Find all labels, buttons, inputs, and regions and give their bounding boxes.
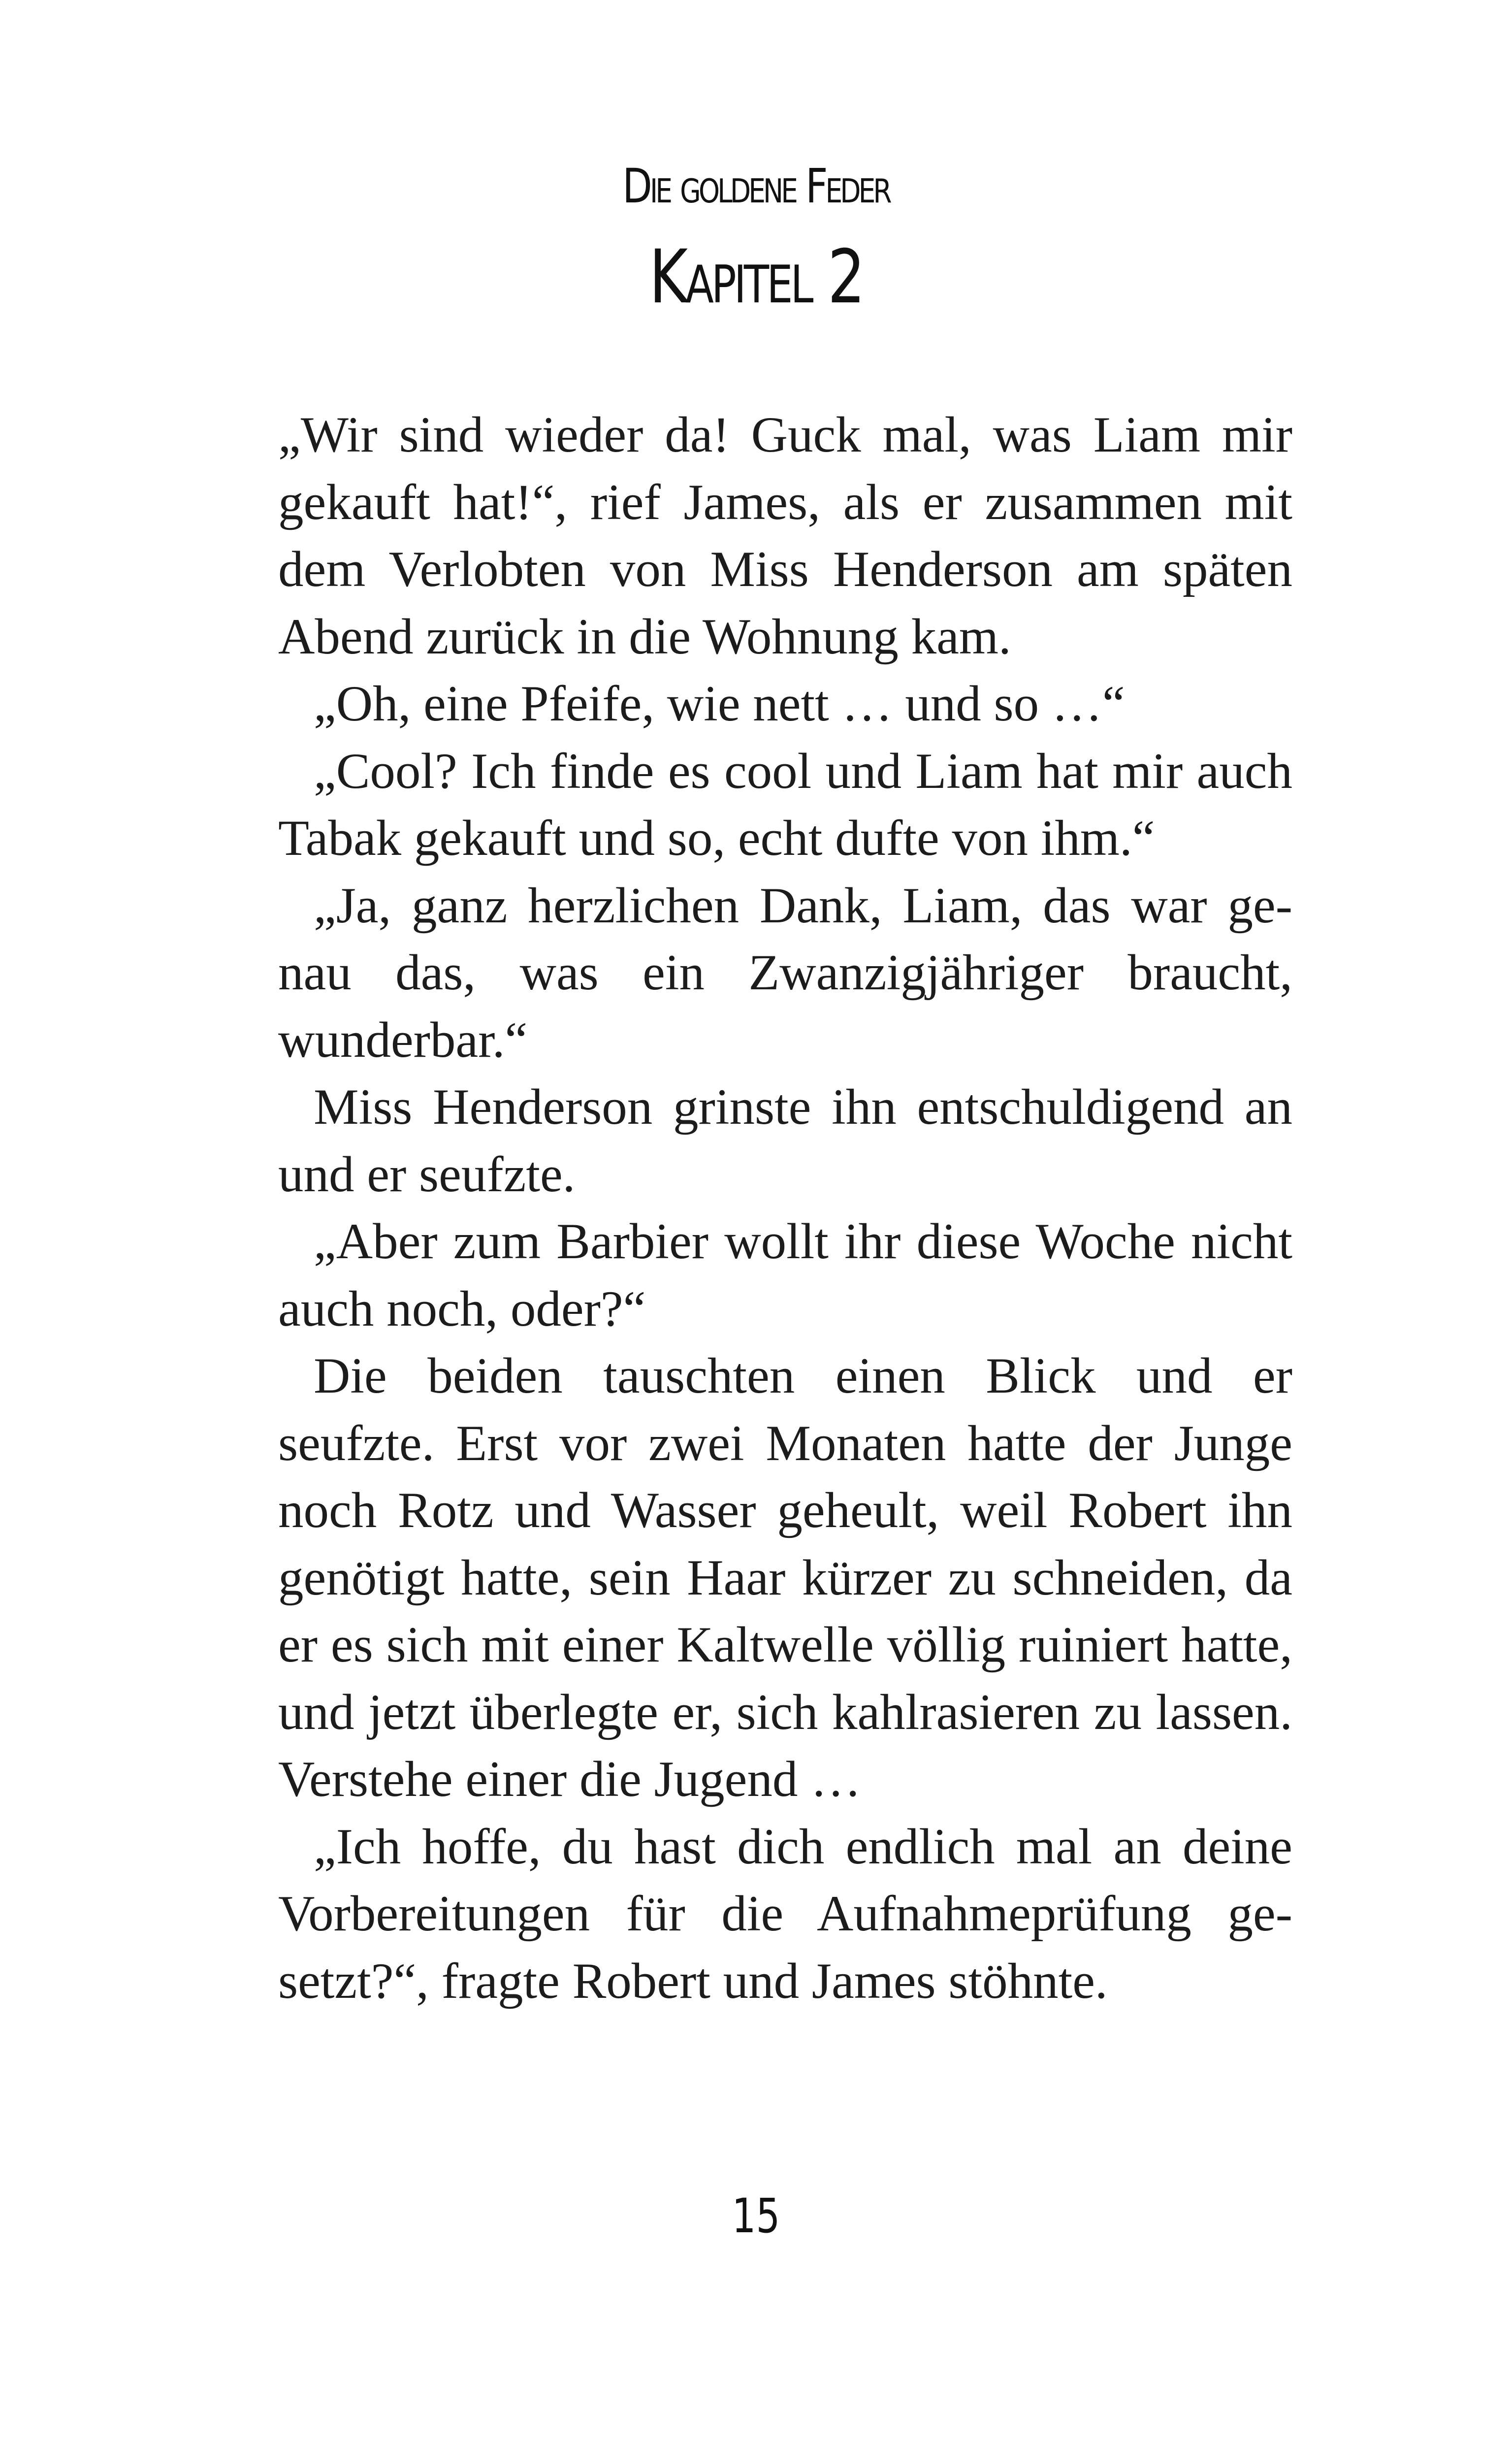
chapter-body: [278, 401, 1292, 2015]
paragraph: „Wir sind wieder da! Guck mal, was Liam mir gekauft hat!“, rief James, als er zusammen mit dem Verlobten von Miss Henderson am späten Abend zurück in die Wohnung kam.: [278, 407, 1292, 665]
paragraph: „Ich hoffe, du hast dich endlich mal an deine Vorbereitungen für die Aufnahmeprüfung gesetzt?“, fragte Robert und James stöhnte.: [278, 1818, 1292, 2009]
paragraph: „Cool? Ich finde es cool und Liam hat mir auch Tabak gekauft und so, echt dufte von ihm.“: [278, 743, 1292, 866]
paragraph: „Aber zum Barbier wollt ihr diese Woche nicht auch noch, oder?“: [278, 1213, 1292, 1337]
paragraph: Die beiden tauschten einen Blick und er seufzte. Erst vor zwei Monaten hatte der Junge noch Rotz und Wasser geheult, weil Robert ihn genötigt hatte, sein Haar kürzer zu schneiden, da er es sich mit einer Kaltwelle völlig ruiniert hatte, und jetzt überlegte er, sich kahlrasieren zu lassen. Verstehe einer die Jugend …: [278, 1348, 1292, 1807]
paragraph: „Ja, ganz herzlichen Dank, Liam, das war genau das, was ein Zwanzigjähriger braucht, wunderbar.“: [278, 877, 1292, 1068]
chapter-title: Kapitel 2: [649, 234, 863, 320]
page-number: 15: [732, 2188, 780, 2244]
paragraph: Miss Henderson grinste ihn entschuldigend an und er seufzte.: [278, 1079, 1292, 1203]
paragraph: „Oh, eine Pfeife, wie nett … und so …“: [314, 676, 1125, 732]
book-title: Die goldene Feder: [622, 159, 890, 214]
